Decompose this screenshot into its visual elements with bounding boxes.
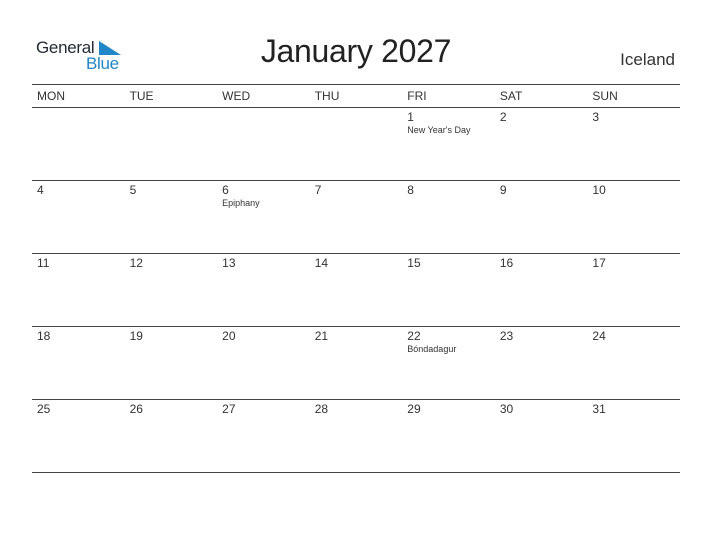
calendar-grid — [32, 84, 680, 473]
day-number: 27 — [222, 402, 236, 416]
holiday-label: Epiphany — [222, 198, 260, 208]
day-number: 19 — [129, 329, 143, 343]
day-number: 20 — [222, 329, 236, 343]
weeks-container — [32, 108, 680, 473]
day-cell — [402, 181, 495, 253]
day-cell — [310, 181, 403, 253]
day-cell — [587, 400, 680, 472]
weekday-tue: TUE — [129, 89, 154, 103]
day-number: 15 — [407, 256, 421, 270]
weekday-wed: WED — [222, 89, 251, 103]
day-number: 16 — [499, 256, 514, 270]
day-cell — [402, 254, 495, 326]
logo-text-general: General — [36, 38, 95, 57]
week-row — [32, 108, 680, 181]
day-number: 21 — [314, 329, 329, 343]
day-cell — [32, 254, 125, 326]
day-number: 3 — [592, 110, 600, 124]
day-number: 17 — [592, 256, 606, 270]
day-number: 31 — [592, 402, 606, 416]
day-number: 13 — [222, 256, 236, 270]
day-cell — [32, 108, 125, 180]
day-cell — [587, 108, 680, 180]
day-cell — [587, 181, 680, 253]
day-number: 7 — [314, 183, 322, 197]
weekday-header-row — [32, 84, 680, 108]
day-cell — [310, 254, 403, 326]
week-row — [32, 254, 680, 327]
day-cell — [125, 181, 218, 253]
day-number: 2 — [499, 110, 507, 124]
weekday-mon: MON — [37, 89, 65, 103]
holiday-label: New Year's Day — [407, 125, 471, 135]
day-number: 8 — [407, 183, 414, 197]
day-number: 11 — [37, 256, 50, 270]
day-number: 22 — [407, 329, 421, 343]
day-number: 10 — [592, 183, 606, 197]
day-cell — [217, 327, 310, 399]
day-cell — [587, 327, 680, 399]
day-number: 12 — [129, 256, 143, 270]
day-number: 23 — [499, 329, 514, 343]
day-cell — [32, 181, 125, 253]
day-number: 24 — [592, 329, 606, 343]
day-cell — [217, 254, 310, 326]
day-cell — [217, 181, 310, 253]
day-cell — [402, 327, 495, 399]
logo-text-blue: Blue — [86, 54, 119, 73]
day-cell — [495, 108, 588, 180]
day-number: 1 — [407, 110, 414, 124]
day-number: 4 — [37, 183, 44, 197]
day-cell — [125, 327, 218, 399]
day-cell — [587, 254, 680, 326]
day-cell — [310, 327, 403, 399]
week-row — [32, 327, 680, 400]
weekday-sat: SAT — [499, 89, 523, 103]
day-number: 18 — [37, 329, 51, 343]
day-cell — [495, 254, 588, 326]
day-cell — [125, 108, 218, 180]
day-cell — [310, 400, 403, 472]
day-number: 25 — [37, 402, 51, 416]
day-number: 30 — [499, 402, 514, 416]
day-number: 29 — [407, 402, 421, 416]
day-cell — [125, 254, 218, 326]
day-cell — [402, 108, 495, 180]
day-number: 28 — [314, 402, 329, 416]
day-cell — [495, 400, 588, 472]
weekday-sun: SUN — [592, 89, 618, 103]
day-cell — [402, 400, 495, 472]
day-cell — [32, 400, 125, 472]
day-cell — [217, 108, 310, 180]
day-number: 9 — [499, 183, 507, 197]
day-cell — [495, 181, 588, 253]
day-cell — [32, 327, 125, 399]
day-cell — [495, 327, 588, 399]
day-cell — [217, 400, 310, 472]
calendar-title: January 2027 — [260, 33, 452, 69]
day-number: 5 — [129, 183, 137, 197]
day-cell — [125, 400, 218, 472]
day-number: 6 — [222, 183, 229, 197]
week-row — [32, 181, 680, 254]
day-cell — [310, 108, 403, 180]
day-number: 26 — [129, 402, 143, 416]
week-row — [32, 400, 680, 473]
country-label: Iceland — [620, 50, 675, 69]
weekday-fri: FRI — [407, 89, 427, 103]
day-number: 14 — [314, 256, 329, 270]
weekday-thu: THU — [314, 89, 340, 103]
holiday-label: Bóndadagur — [407, 344, 457, 354]
